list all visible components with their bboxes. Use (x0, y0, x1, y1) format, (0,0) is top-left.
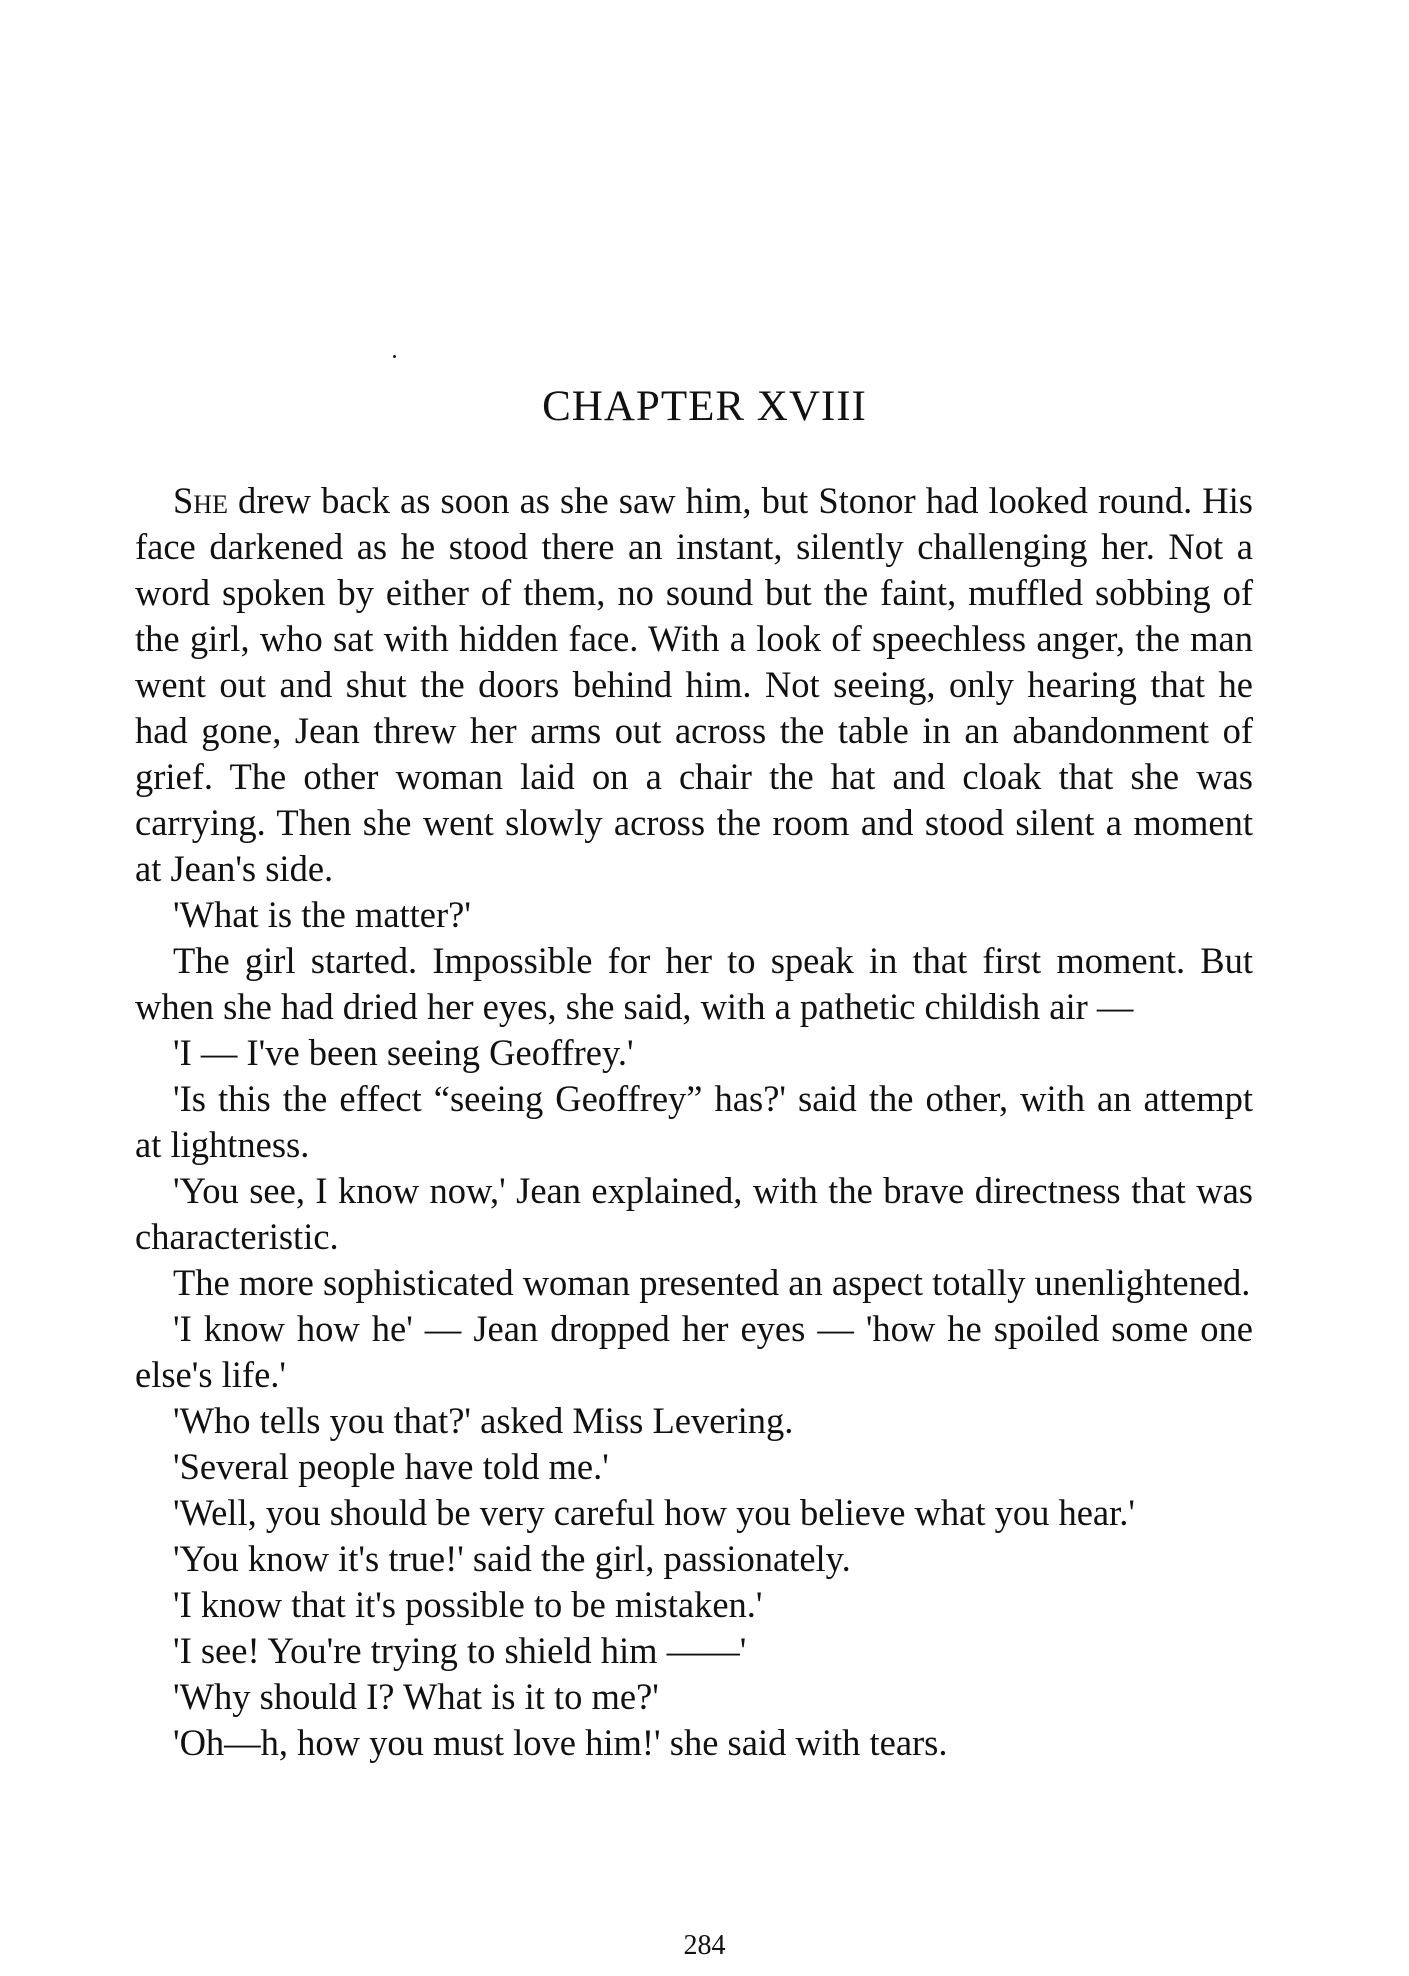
paragraph: 'Oh—h, how you must love him!' she said with tears. (173, 1722, 948, 1763)
paragraph: 'Is this the effect “seeing Geoffrey” has?' said the other, with an attempt at lightness. (135, 1078, 1253, 1165)
paragraph: The girl started. Impossible for her to speak in that first moment. But when she had dried her eyes, she said, with a pathetic childish air — (135, 940, 1253, 1027)
paragraph: 'Several people have told me.' (173, 1446, 609, 1487)
paragraph: 'You know it's true!' said the girl, passionately. (173, 1538, 851, 1579)
opening-small-caps: She (173, 480, 228, 521)
paragraph: 'I know how he' — Jean dropped her eyes — 'how he spoiled some one else's life.' (135, 1308, 1253, 1395)
paragraph: 'I — I've been seeing Geoffrey.' (173, 1032, 634, 1073)
paragraph: 'I know that it's possible to be mistaken.' (173, 1584, 763, 1625)
paragraph: 'Well, you should be very careful how you believe what you hear.' (173, 1492, 1135, 1533)
paragraph: 'You see, I know now,' Jean explained, with the brave directness that was characteristic. (135, 1170, 1253, 1257)
chapter-heading: CHAPTER XVIII (542, 383, 867, 430)
paragraph: 'Who tells you that?' asked Miss Levering. (173, 1400, 794, 1441)
opening-paragraph-text: drew back as soon as she saw him, but Stonor had looked round. His face darkened as he stood there an instant, silently challenging her. Not a word spoken by either of them, no sound but the faint, muffled sobbing of the girl, who sat with hidden face. With a look of speechless anger, the man went out and shut the doors behind him. Not seeing, only hearing that he had gone, Jean threw her arms out across the table in an abandonment of grief. The other woman laid on a chair the hat and cloak that she was carrying. Then she went slowly across the room and stood silent a moment at Jean's side. (135, 480, 1253, 889)
page-number: 284 (683, 1930, 726, 1961)
body-text (135, 478, 1253, 1766)
paragraph: 'What is the matter?' (173, 894, 471, 935)
paragraph: The more sophisticated woman presented an aspect totally unenlightened. (173, 1262, 1251, 1303)
paragraph: 'Why should I? What is it to me?' (173, 1676, 659, 1717)
opening-paragraph (135, 478, 1253, 892)
stray-dot-mark (393, 355, 396, 358)
paragraph: 'I see! You're trying to shield him ——' (173, 1630, 747, 1671)
